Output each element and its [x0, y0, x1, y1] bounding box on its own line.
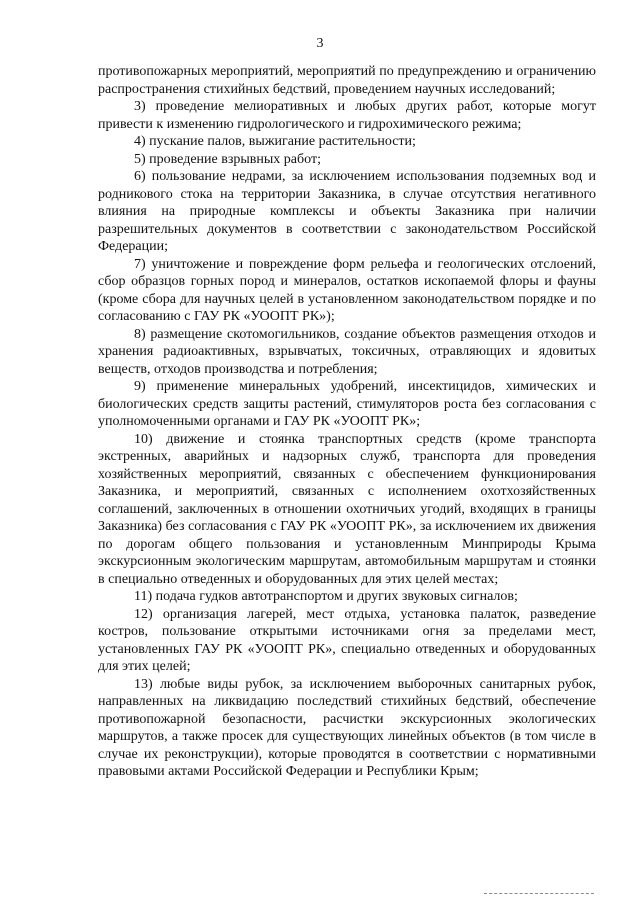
list-item-10: 10) движение и стоянка транспортных средств (кроме транспорта экстренных, аварийных и надзорных служб, транспорта для проведения хозяйственных мероприятий, связанных с обеспечением функционирования Заказника, и мероприятий, связанных с исполнением охотхозяйственных соглашений, заключенных в отношении охотничьих угодий, входящих в границы Заказника) без согласования с ГАУ РК «УООПТ РК», за исключением их движения по дорогам общего пользования и установленным Минприроды Крыма экскурсионным экологическим маршрутам, автомобильным маршрутам и стоянки в специально отведенных и оборудованных для этих целей местах;	[98, 431, 596, 587]
page-number: 3	[316, 36, 324, 51]
list-item-3: 3) проведение мелиоративных и любых других работ, которые могут привести к изменению гидрологического и гидрохимического режима;	[98, 99, 596, 132]
paragraph-continuation: противопожарных мероприятий, мероприятий по предупреждению и ограничению распространения стихийных бедствий, проведением научных исследований;	[98, 64, 596, 97]
list-item-4: 4) пускание палов, выжигание растительности;	[134, 134, 416, 149]
list-item-9: 9) применение минеральных удобрений, инсектицидов, химических и биологических средств защиты растений, стимуляторов роста без согласования с уполномоченными органами и ГАУ РК «УООПТ РК»;	[98, 379, 596, 429]
list-item-5: 5) проведение взрывных работ;	[134, 151, 321, 167]
list-item-11: 11) подача гудков автотранспортом и других звуковых сигналов;	[134, 589, 518, 604]
list-item-8: 8) размещение скотомогильников, создание объектов размещения отходов и хранения радиоактивных, взрывчатых, токсичных, отравляющих и ядовитых веществ, отходов производства и потребления;	[98, 326, 596, 377]
list-item-12: 12) организация лагерей, мест отдыха, установка палаток, разведение костров, пользование открытыми источниками огня за пределами мест, установленных ГАУ РК «УООПТ РК», специально отведенных и оборудованных для этих целей;	[98, 606, 596, 674]
document-body	[98, 63, 596, 781]
list-item-7: 7) уничтожение и повреждение форм рельефа и геологических отслоений, сбор образцов горных пород и минералов, остатков ископаемой флоры и фауны (кроме сбора для научных целей в установленном законодательством порядке и по согласованию с ГАУ РК «УООПТ РК»);	[98, 256, 596, 324]
list-item-13: 13) любые виды рубок, за исключением выборочных санитарных рубок, направленных на ликвидацию последствий стихийных бедствий, обеспечение противопожарной безопасности, расчистки экскурсионных экологических маршрутов, а также просек для существующих линейных объектов (в том числе в случае их реконструкции), которые проводятся в соответствии с нормативными правовыми актами Российской Федерации и Республики Крым;	[98, 676, 596, 779]
footer-rule	[484, 893, 594, 894]
list-item-6: 6) пользование недрами, за исключением использования подземных вод и родникового стока на территории Заказника, в случае отсутствия негативного влияния на природные комплексы и объекты Заказника при наличии разрешительных документов в соответствии с законодательством Российской Федерации;	[98, 169, 596, 254]
